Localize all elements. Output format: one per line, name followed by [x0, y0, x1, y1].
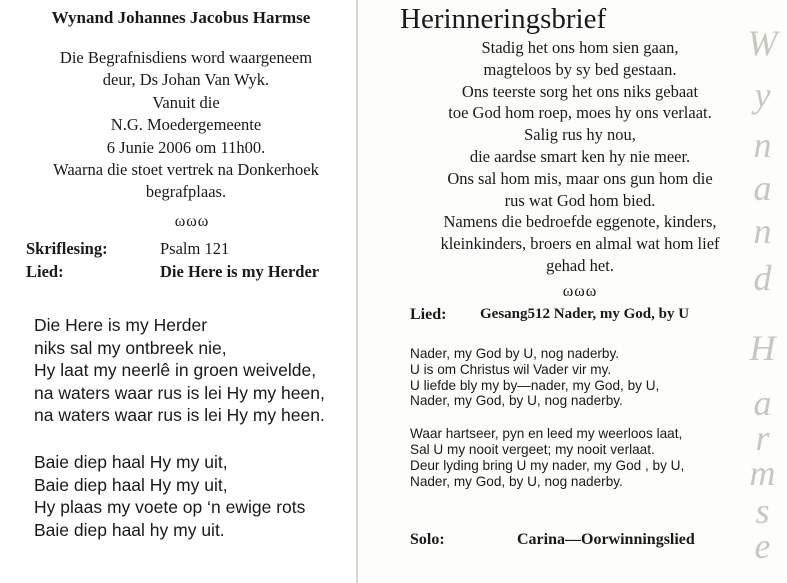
page-title: Herinneringsbrief	[400, 3, 607, 35]
lyric-line: na waters waar rus is lei Hy my heen.	[34, 405, 325, 426]
watermark-letter: r	[755, 418, 770, 458]
memorial-poem	[410, 37, 750, 277]
service-line: begrafplaas.	[145, 182, 227, 202]
song-lyrics	[34, 314, 325, 541]
hymn-line: Deur lyding bring U my nader, my God , by U,	[410, 457, 685, 473]
poem-line: rus wat God hom bied.	[504, 190, 656, 210]
lyric-line: Baie diep haal Hy my uit,	[34, 474, 228, 495]
hymn-line: Nader, my God by U, nog naderby.	[410, 346, 620, 361]
poem-line: Stadig het ons hom sien gaan,	[481, 38, 679, 57]
lyric-line: Hy plaas my voete op ‘n ewige rots	[34, 497, 306, 518]
lyric-line: na waters waar rus is lei Hy my heen,	[34, 382, 325, 403]
service-line: Die Begrafnisdiens word waargeneem	[59, 48, 313, 67]
hymn-line: U is om Christus wil Vader vir my.	[410, 361, 612, 377]
watermark-letter: a	[753, 383, 772, 423]
service-line: Waarna die stoet vertrek na Donkerhoek	[53, 160, 319, 180]
solo-label: Solo:	[410, 531, 445, 548]
watermark-letter: W	[747, 23, 778, 63]
poem-line: Salig rus hy nou,	[524, 125, 636, 145]
watermark-letter: a	[753, 168, 772, 208]
reading-value: Psalm 121	[160, 239, 230, 258]
ornament-divider: ωωω	[562, 283, 598, 300]
hymn-label: Lied:	[410, 306, 447, 323]
solo-value: Carina—Oorwinningslied	[517, 531, 695, 548]
watermark-letter: e	[754, 526, 771, 566]
reading-label: Skriflesing:	[26, 239, 108, 258]
page-fold	[356, 0, 358, 583]
lyric-line: Hy laat my neerlê in groen weivelde,	[34, 360, 317, 381]
poem-line: toe God hom roep, moes hy ons verlaat.	[448, 103, 712, 123]
song-title: Die Here is my Herder	[160, 262, 320, 281]
watermark-letter: y	[754, 75, 771, 115]
poem-line: magteloos by sy bed gestaan.	[483, 59, 677, 79]
poem-line: die aardse smart ken hy nie meer.	[469, 146, 691, 166]
poem-line: Namens die bedroefde eggenote, kinders,	[443, 212, 717, 232]
lyric-line: Baie diep haal Hy my uit,	[34, 451, 228, 472]
lyric-line: niks sal my ontbreek nie,	[34, 337, 227, 358]
watermark-letter: n	[753, 125, 772, 165]
lyric-line: Die Here is my Herder	[34, 315, 208, 335]
hymn-line: U liefde bly my by—nader, my God, by U,	[410, 377, 660, 393]
watermark-letter: m	[749, 453, 776, 493]
hymn-lyrics	[410, 346, 684, 489]
deceased-name: Wynand Johannes Jacobus Harmse	[51, 8, 311, 27]
watermark-letter: n	[753, 211, 772, 251]
watermark-letter: d	[753, 258, 772, 298]
hymn-line: Nader, my God, by U, nog naderby.	[410, 393, 623, 409]
watermark-letter: s	[755, 491, 770, 531]
service-line: N.G. Moedergemeente	[110, 115, 262, 135]
service-details	[20, 47, 352, 204]
poem-line: Ons teerste sorg het ons niks gebaat	[461, 81, 699, 101]
watermark-letter: H	[749, 328, 776, 368]
song-label: Lied:	[26, 262, 64, 281]
service-line: 6 Junie 2006 om 11h00.	[106, 137, 266, 157]
hymn-title: Gesang512 Nader, my God, by U	[480, 306, 690, 322]
hymn-line: Waar hartseer, pyn en leed my weerloos laat,	[410, 426, 683, 442]
lyric-line: Baie diep haal hy my uit.	[34, 519, 225, 540]
hymn-line: Nader, my God, by U, nog naderby.	[410, 473, 623, 489]
ornament-divider: ωωω	[174, 213, 210, 230]
hymn-line: Sal U my nooit vergeet; my nooit verlaat.	[410, 441, 655, 457]
poem-line: kleinkinders, broers en almal wat hom lief	[440, 234, 720, 254]
poem-line: gehad het.	[546, 255, 614, 275]
service-line: Vanuit die	[152, 92, 220, 112]
poem-line: Ons sal hom mis, maar ons gun hom die	[447, 168, 713, 188]
service-line: deur, Ds Johan Van Wyk.	[102, 70, 270, 90]
